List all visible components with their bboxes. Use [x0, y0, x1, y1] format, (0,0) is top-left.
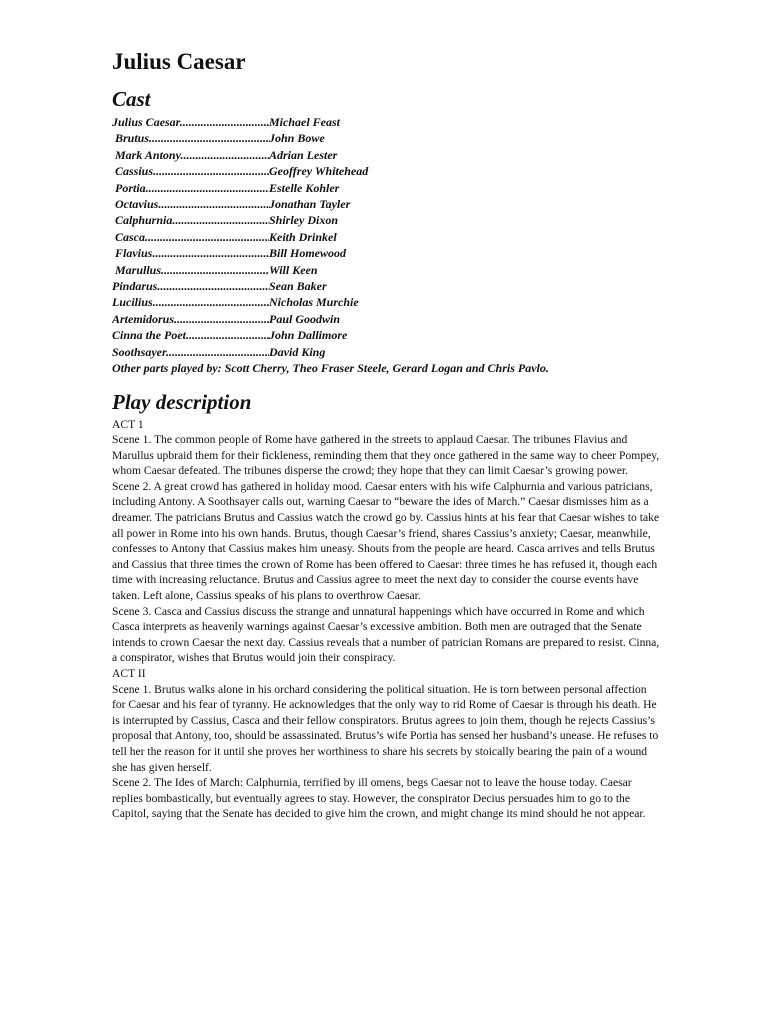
- cast-role-text: Artemidorus: [112, 311, 175, 326]
- cast-actor: Bill Homewood: [269, 246, 347, 261]
- cast-role: [112, 262, 269, 278]
- cast-row: [112, 245, 660, 261]
- cast-role: [112, 212, 269, 228]
- page-title: Julius Caesar: [112, 49, 246, 74]
- cast-role-text: Soothsayer: [112, 344, 167, 359]
- cast-actor: Sean Baker: [269, 279, 327, 294]
- cast-actor: Michael Feast: [269, 115, 340, 129]
- cast-role-text: Cinna the Poet: [112, 328, 187, 343]
- cast-role-text: Cassius: [112, 164, 154, 179]
- cast-role: [112, 229, 269, 245]
- cast-row: [112, 114, 660, 130]
- cast-row: [112, 163, 660, 179]
- cast-actor: Will Keen: [269, 262, 318, 277]
- cast-role: [112, 327, 269, 343]
- cast-role: [112, 196, 269, 212]
- play-description-body: [112, 417, 660, 822]
- description-paragraph: Scene 2. The Ides of March: Calphurnia, terrified by ill omens, begs Caesar not to leave the house today. Caesar replies bombastically, but eventually agrees to stay. However, the conspirator Decius persuades him to go to the Capitol, saying that the Senate has decided to give him the crown, and might change its mind should he not appear.: [112, 776, 646, 821]
- cast-role-text: Flavius: [112, 246, 153, 261]
- cast-role-text: Julius Caesar: [112, 115, 180, 129]
- cast-actor: John Dallimore: [269, 328, 348, 343]
- cast-role-text: Pindarus: [112, 279, 158, 294]
- cast-actor: Nicholas Murchie: [269, 295, 359, 310]
- cast-role-text: Calphurnia: [112, 213, 173, 228]
- cast-role: [112, 311, 269, 327]
- play-description-heading: Play description: [112, 389, 252, 414]
- cast-row: [112, 196, 660, 212]
- description-paragraph: ACT 1: [112, 417, 144, 431]
- cast-role: [112, 130, 269, 146]
- cast-role-text: Mark Antony: [112, 147, 181, 162]
- cast-row: [112, 180, 660, 196]
- cast-row: [112, 212, 660, 228]
- cast-row: [112, 311, 660, 327]
- cast-role: [112, 180, 269, 196]
- cast-role-text: Casca: [112, 229, 145, 244]
- cast-actor: John Bowe: [269, 131, 325, 146]
- other-parts-note: Other parts played by: Scott Cherry, Theo Fraser Steele, Gerard Logan and Chris Pavlo.: [112, 361, 549, 376]
- description-paragraph: ACT II: [112, 667, 146, 680]
- cast-actor: Geoffrey Whitehead: [269, 164, 369, 179]
- cast-actor: Adrian Lester: [269, 147, 338, 162]
- description-paragraph: Scene 3. Casca and Cassius discuss the strange and unnatural happenings which have occurred in Rome and which Casca interprets as heavenly warnings against Caesar’s excessive ambition. Both men are outraged that the Senate intends to crown Caesar the next day. Cassius reveals that a number of patrician Romans are prepared to resist. Cinna, a conspirator, wishes that Brutus would join their conspiracy.: [112, 604, 660, 665]
- description-paragraph: Scene 2. A great crowd has gathered in holiday mood. Caesar enters with his wife Calphurnia and various patricians, including Antony. A Soothsayer calls out, warning Caesar to “beware the ides of March.” Caesar dismisses him as a dreamer. The patricians Brutus and Cassius watch the crowd go by. Cassius hints at his fear that Caesar wishes to take all power in Rome into his own hands. Brutus, though Caesar’s friend, shares Cassius’s anxiety; Caesar, meanwhile, confesses to Antony that Cassius makes him uneasy. Shouts from the people are heard. Casca arrives and tells Brutus and Cassius that three times the crown of Rome has been offered to Caesar: three times he has refused it, though each time with increasing reluctance. Brutus and Cassius agree to meet the next day to consider the course events have taken. Left alone, Cassius speaks of his plans to overthrow Caesar.: [112, 479, 660, 603]
- cast-heading: Cast: [112, 87, 151, 111]
- cast-actor: Shirley Dixon: [269, 213, 339, 228]
- cast-actor: Keith Drinkel: [269, 229, 337, 244]
- cast-row: [112, 130, 660, 146]
- cast-role: [112, 344, 269, 360]
- cast-row: [112, 262, 660, 278]
- cast-row: [112, 344, 660, 360]
- cast-actor: David King: [269, 344, 326, 359]
- cast-row: [112, 294, 660, 310]
- cast-role: [112, 147, 269, 163]
- cast-actor: Paul Goodwin: [269, 311, 341, 326]
- cast-role: [112, 245, 269, 261]
- cast-role-text: Portia: [112, 180, 146, 195]
- cast-row: [112, 327, 660, 343]
- cast-role: [112, 294, 269, 310]
- cast-actor: Jonathan Tayler: [269, 197, 351, 212]
- cast-role: [112, 114, 269, 130]
- description-paragraph: Scene 1. Brutus walks alone in his orchard considering the political situation. He is torn between personal affection for Caesar and his fear of tyranny. He acknowledges that the only way to rid Rome of Caesar is through his death. He is interrupted by Cassius, Casca and their fellow conspirators. Brutus agrees to join them, though he rejects Cassius’s proposal that Antony, too, should be assassinated. Brutus’s wife Portia has sensed her husband’s unease. He refuses to tell her the reason for it until she proves her worthiness to share his secrets by stoically bearing the pain of a wound she has given herself.: [112, 682, 659, 774]
- cast-role-text: Brutus: [112, 131, 150, 146]
- cast-role-text: Lucilius: [112, 295, 153, 310]
- cast-role-text: Octavius: [112, 197, 159, 212]
- document-content: [112, 48, 660, 822]
- cast-actor: Estelle Kohler: [269, 180, 340, 195]
- description-paragraph: Scene 1. The common people of Rome have gathered in the streets to applaud Caesar. The tribunes Flavius and Marullus upbraid them for their fickleness, reminding them that they once gathered in the same way to cheer Pompey, whom Caesar defeated. The tribunes disperse the crowd; they hope that they can limit Caesar’s growing power.: [112, 433, 660, 478]
- cast-role-text: Marullus: [112, 262, 162, 277]
- cast-row: [112, 229, 660, 245]
- cast-row: [112, 147, 660, 163]
- cast-row: [112, 278, 660, 294]
- cast-role: [112, 278, 269, 294]
- cast-role: [112, 163, 269, 179]
- cast-list: [112, 114, 660, 360]
